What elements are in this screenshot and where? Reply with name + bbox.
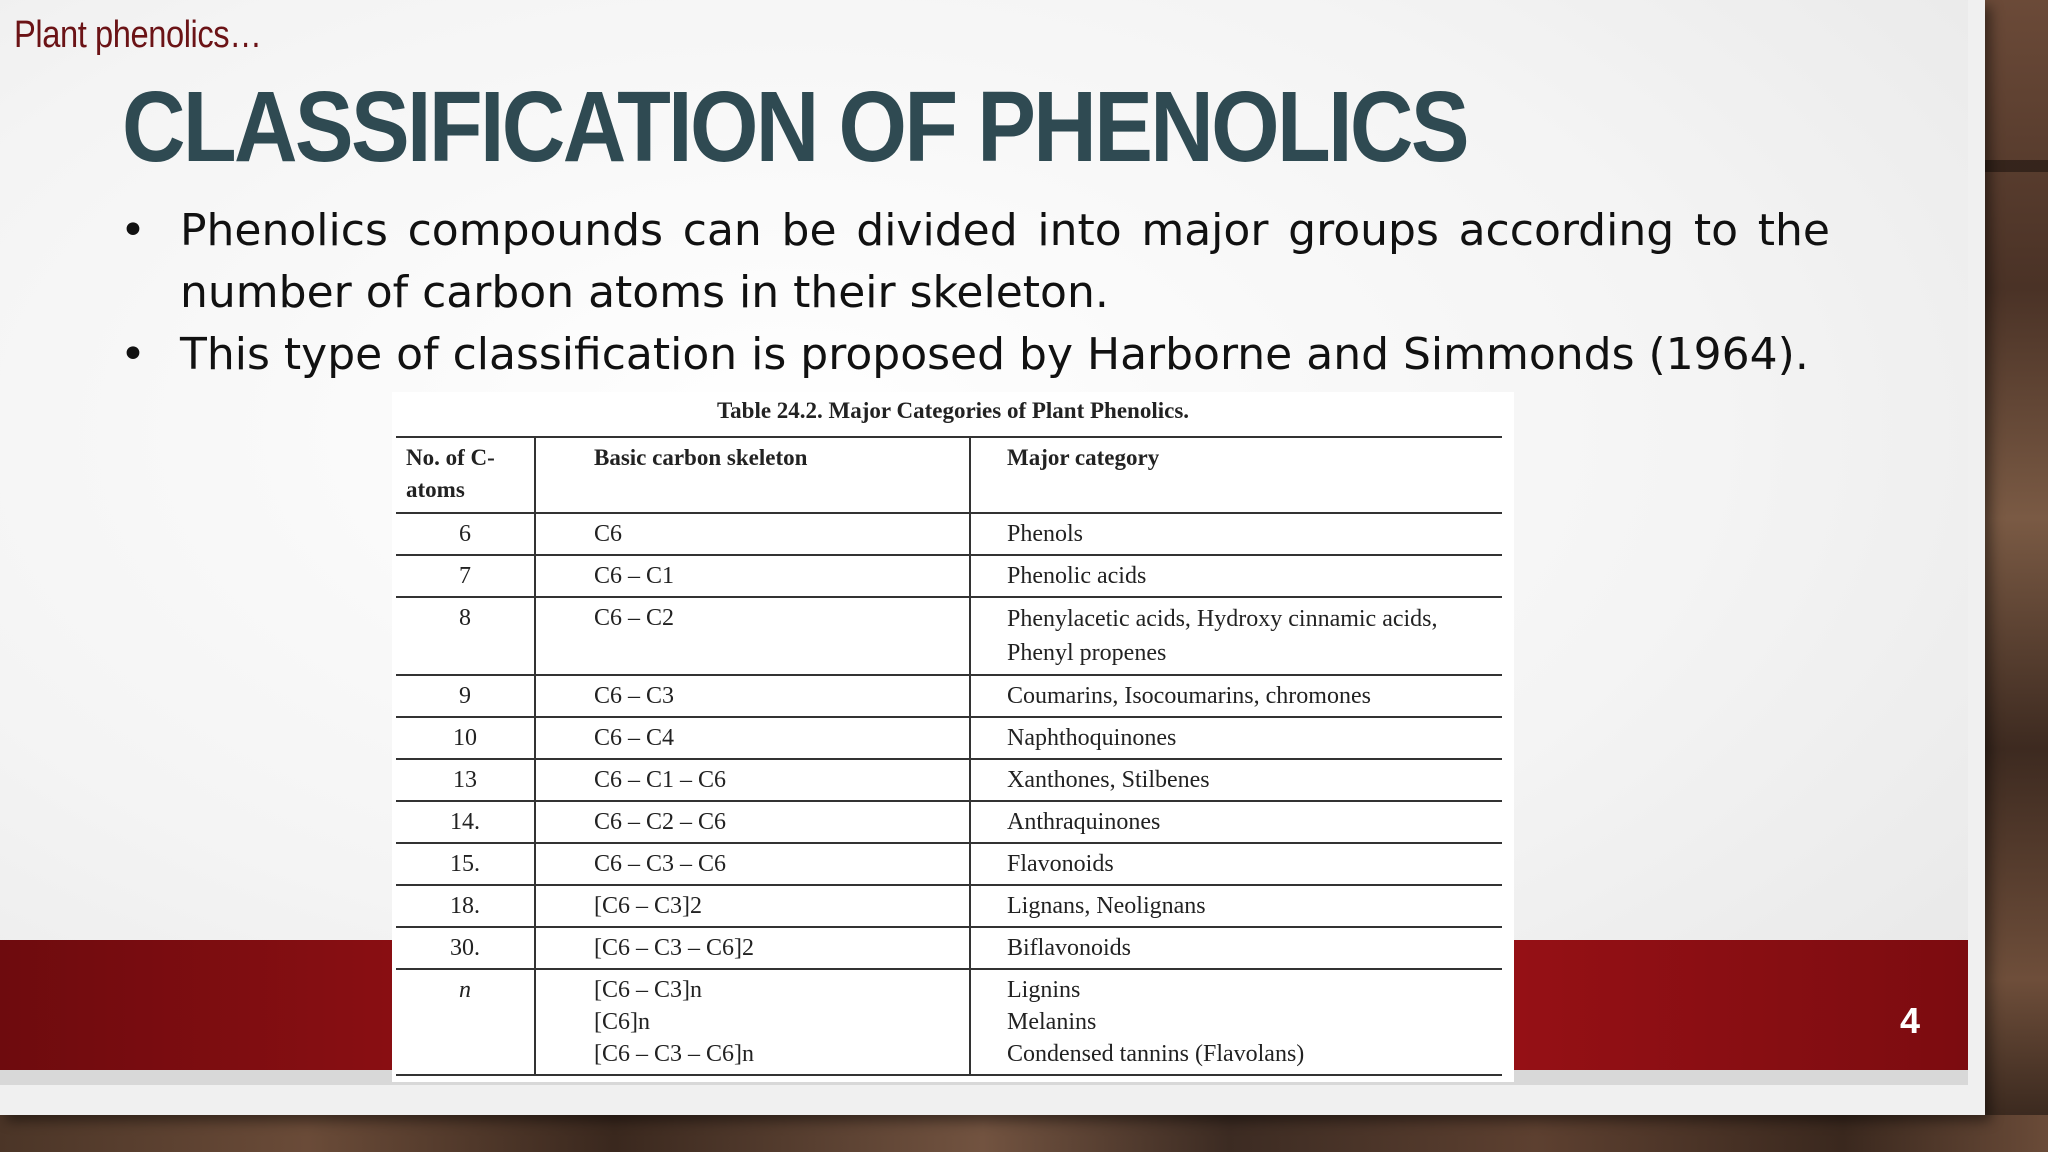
table-row xyxy=(396,969,1502,1075)
cell-c-atoms: 9 xyxy=(396,675,535,717)
cell-category: Anthraquinones xyxy=(970,801,1502,843)
cell-category: Phenolic acids xyxy=(970,555,1502,597)
cell-c-atoms: 18. xyxy=(396,885,535,927)
cell-category: Naphthoquinones xyxy=(970,717,1502,759)
bullet-list xyxy=(120,200,1830,386)
cell-category: Lignans, Neolignans xyxy=(970,885,1502,927)
section-label: Plant phenolics… xyxy=(14,14,262,56)
table-row xyxy=(396,675,1502,717)
table-header-row xyxy=(396,437,1502,513)
cell-skeleton: C6 – C4 xyxy=(535,717,970,759)
header-basic-carbon-skeleton: Basic carbon skeleton xyxy=(535,437,970,513)
bullet-dot-icon: • xyxy=(120,205,146,256)
table-row xyxy=(396,885,1502,927)
cell-skeleton: C6 – C1 – C6 xyxy=(535,759,970,801)
table-row xyxy=(396,555,1502,597)
table-row xyxy=(396,759,1502,801)
slide-title: CLASSIFICATION OF PHENOLICS xyxy=(122,71,1467,183)
table-row xyxy=(396,513,1502,555)
header-major-category: Major category xyxy=(970,437,1502,513)
table-row xyxy=(396,717,1502,759)
cell-category: Flavonoids xyxy=(970,843,1502,885)
bullet-item xyxy=(120,324,1830,386)
cell-category: Lignins Melanins Condensed tannins (Flavolans) xyxy=(970,969,1502,1075)
cell-c-atoms: 6 xyxy=(396,513,535,555)
cell-skeleton: C6 – C2 xyxy=(535,597,970,675)
table-row xyxy=(396,927,1502,969)
cell-skeleton: [C6 – C3]2 xyxy=(535,885,970,927)
cell-skeleton: C6 – C1 xyxy=(535,555,970,597)
cell-skeleton: [C6 – C3 – C6]2 xyxy=(535,927,970,969)
cell-skeleton: C6 – C2 – C6 xyxy=(535,801,970,843)
table-row xyxy=(396,843,1502,885)
cell-skeleton: [C6 – C3]n [C6]n [C6 – C3 – C6]n xyxy=(535,969,970,1075)
brick-background-right xyxy=(1985,0,2048,1152)
table-row xyxy=(396,597,1502,675)
brick-background-bottom xyxy=(0,1115,2048,1152)
phenolics-table-figure xyxy=(392,392,1514,1082)
bullet-item xyxy=(120,200,1830,324)
cell-c-atoms: n xyxy=(396,969,535,1075)
cell-skeleton: C6 – C3 – C6 xyxy=(535,843,970,885)
bullet-dot-icon: • xyxy=(120,329,146,380)
cell-c-atoms: 13 xyxy=(396,759,535,801)
cell-skeleton: C6 xyxy=(535,513,970,555)
cell-category: Xanthones, Stilbenes xyxy=(970,759,1502,801)
cell-category: Coumarins, Isocoumarins, chromones xyxy=(970,675,1502,717)
cell-c-atoms: 10 xyxy=(396,717,535,759)
cell-c-atoms: 30. xyxy=(396,927,535,969)
page-number: 4 xyxy=(1900,1000,1921,1041)
bullet-text: This type of classification is proposed by Harborne and Simmonds (1964). xyxy=(180,329,1809,380)
cell-c-atoms: 15. xyxy=(396,843,535,885)
bullet-text: Phenolics compounds can be divided into major groups according to the number of carbon atoms in their skeleton. xyxy=(180,205,1830,318)
header-no-of-c-atoms: No. of C-atoms xyxy=(396,437,535,513)
cell-skeleton: C6 – C3 xyxy=(535,675,970,717)
cell-c-atoms: 7 xyxy=(396,555,535,597)
cell-c-atoms: 8 xyxy=(396,597,535,675)
cell-category: Biflavonoids xyxy=(970,927,1502,969)
phenolics-table xyxy=(396,436,1502,1076)
cell-c-atoms: 14. xyxy=(396,801,535,843)
cell-category: Phenylacetic acids, Hydroxy cinnamic acids, Phenyl propenes xyxy=(970,597,1502,675)
table-caption: Table 24.2. Major Categories of Plant Phenolics. xyxy=(716,398,1190,423)
table-row xyxy=(396,801,1502,843)
cell-category: Phenols xyxy=(970,513,1502,555)
